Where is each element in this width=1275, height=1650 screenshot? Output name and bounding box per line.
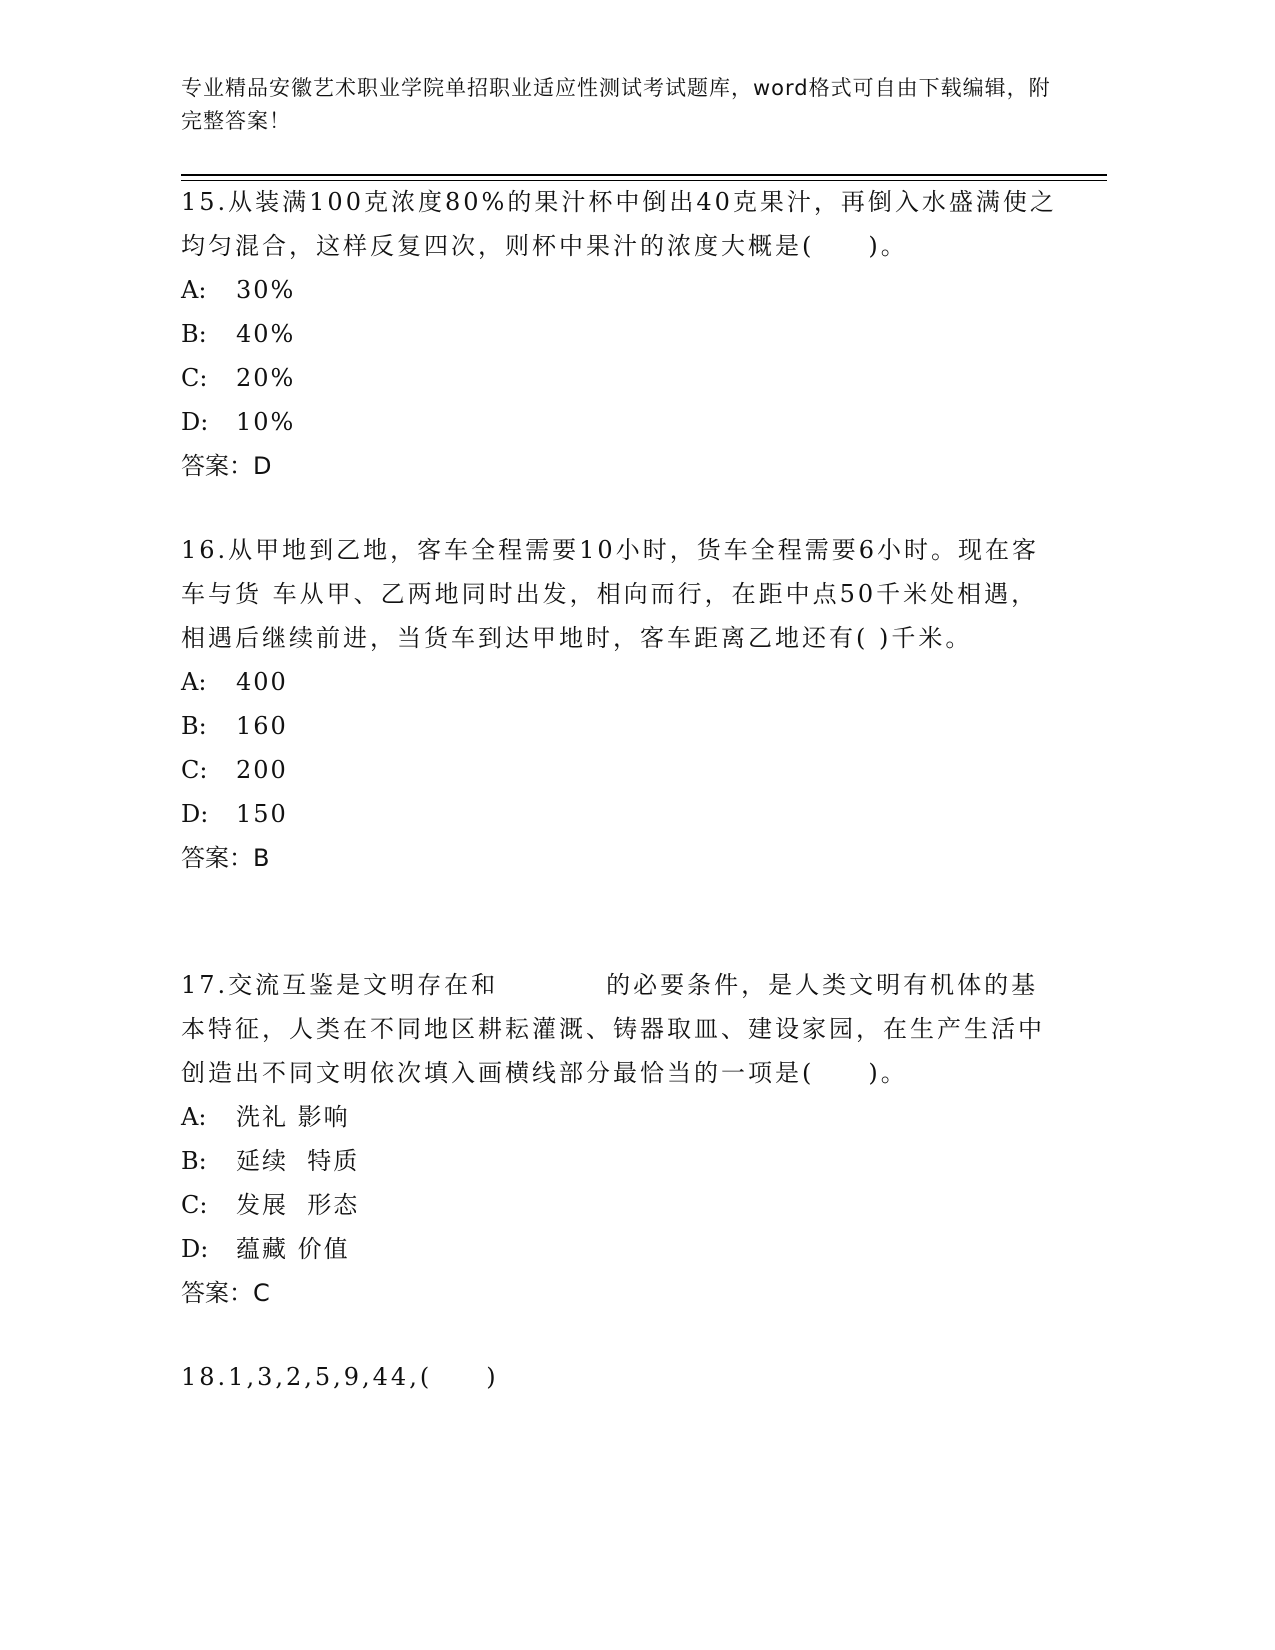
option-a: [181, 660, 1061, 704]
option-value: 发展 形态: [236, 1191, 360, 1219]
question-17: [181, 963, 1061, 1315]
option-b: [181, 312, 1061, 356]
option-c: [181, 356, 1061, 400]
option-b: [181, 1139, 1061, 1183]
question-text: 15.从装满100克浓度80%的果汁杯中倒出40克果汁，再倒入水盛满使之均匀混合，这样反复四次，则杯中果汁的浓度大概是( )。: [181, 188, 1057, 260]
question-16: [181, 528, 1061, 880]
option-letter: A:: [181, 276, 207, 304]
option-value: 160: [236, 712, 288, 740]
answer: 答案：C: [181, 1279, 270, 1307]
option-c: [181, 748, 1061, 792]
question-text: 18.1,3,2,5,9,44,( ): [181, 1363, 499, 1391]
question-text: 16.从甲地到乙地，客车全程需要10小时，货车全程需要6小时。现在客车与货 车从甲、乙两地同时出发，相向而行，在距中点50千米处相遇，相遇后继续前进，当货车到达甲地时，客车距离乙地还有( )千米。: [181, 536, 1039, 652]
question-text: 17.交流互鉴是文明存在和 的必要条件，是人类文明有机体的基本特征，人类在不同地区耕耘灌溉、铸器取皿、建设家园，在生产生活中创造出不同文明依次填入画横线部分最恰当的一项是( )。: [181, 971, 1045, 1087]
option-value: 蕴藏 价值: [236, 1235, 350, 1263]
option-value: 洗礼 影响: [236, 1103, 350, 1131]
option-letter: D:: [181, 408, 209, 436]
option-a: [181, 1095, 1061, 1139]
option-b: [181, 704, 1061, 748]
option-value: 150: [236, 800, 288, 828]
option-value: 20%: [236, 364, 296, 392]
question-18: [181, 1355, 1061, 1399]
option-letter: D:: [181, 800, 209, 828]
option-c: [181, 1183, 1061, 1227]
option-letter: C:: [181, 1191, 208, 1219]
option-letter: D:: [181, 1235, 209, 1263]
option-value: 400: [236, 668, 288, 696]
option-d: [181, 792, 1061, 836]
option-value: 200: [236, 756, 288, 784]
option-letter: B:: [181, 712, 207, 740]
option-value: 延续 特质: [236, 1147, 360, 1175]
option-d: [181, 1227, 1061, 1271]
option-letter: B:: [181, 320, 207, 348]
option-letter: B:: [181, 1147, 207, 1175]
option-d: [181, 400, 1061, 444]
document-header: 专业精品安徽艺术职业学院单招职业适应性测试考试题库，word格式可自由下载编辑，附完整答案！: [181, 76, 1051, 133]
answer: 答案：D: [181, 452, 272, 480]
option-value: 40%: [236, 320, 296, 348]
option-value: 30%: [236, 276, 296, 304]
option-letter: C:: [181, 756, 208, 784]
option-value: 10%: [236, 408, 296, 436]
header-rule-thick: [181, 174, 1107, 176]
question-15: [181, 180, 1061, 488]
option-letter: C:: [181, 364, 208, 392]
answer: 答案：B: [181, 844, 270, 872]
option-a: [181, 268, 1061, 312]
option-letter: A:: [181, 1103, 207, 1131]
option-letter: A:: [181, 668, 207, 696]
